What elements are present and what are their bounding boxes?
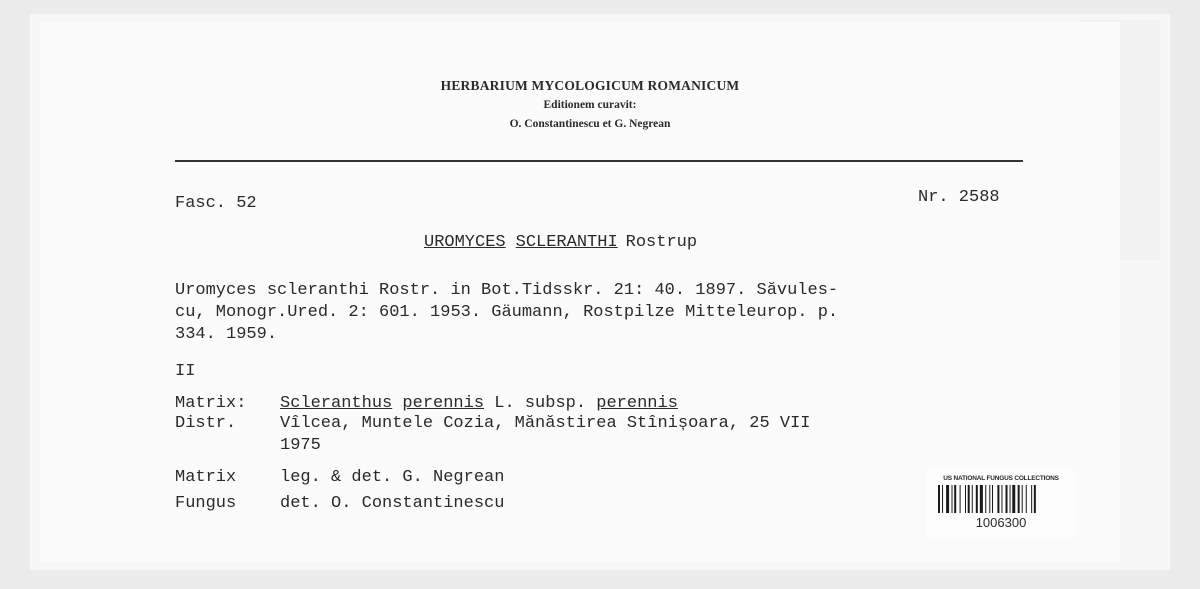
matrix-value [280, 394, 678, 414]
header-divider [175, 160, 1023, 162]
host-rank: L. subsp. [494, 394, 587, 413]
distribution-line: Vîlcea, Muntele Cozia, Mănăstirea Stînișoara, 25 VII [280, 414, 811, 433]
collector-label: Matrix [175, 468, 237, 487]
series-title: HERBARIUM MYCOLOGICUM ROMANICUM [440, 78, 740, 93]
fascicle-number: Fasc. 52 [175, 194, 257, 213]
references [175, 280, 838, 346]
host-epithet: perennis [402, 394, 485, 413]
reference-line: Uromyces scleranthi Rostr. in Bot.Tidsskr. 21: 40. 1897. Săvules- [175, 281, 839, 300]
spore-stage: II [175, 362, 196, 381]
barcode-number: 1006300 [975, 515, 1027, 530]
taxon-name [424, 233, 697, 252]
barcode-icon [938, 485, 1066, 513]
specimen-number: Nr. 2588 [918, 188, 1000, 207]
taxon-author: Rostrup [625, 233, 698, 252]
matrix-label: Matrix: [175, 394, 247, 413]
fungus-label: Fungus [175, 494, 237, 513]
collector-value: leg. & det. G. Negrean [280, 468, 505, 487]
taxon-genus: UROMYCES [424, 233, 506, 252]
distribution-label: Distr. [175, 414, 237, 433]
host-genus: Scleranthus [280, 394, 393, 413]
host-subspecies: perennis [596, 394, 678, 413]
fungus-det-value: det. O. Constantinescu [280, 494, 505, 513]
series-editors: O. Constantinescu et G. Negrean [509, 118, 671, 130]
barcode-institution: US NATIONAL FUNGUS COLLECTIONS [943, 475, 1059, 482]
reference-line: cu, Monogr.Ured. 2: 601. 1953. Gäumann, Rostpilze Mitteleurop. p. [175, 303, 839, 322]
distribution-line: 1975 [280, 436, 321, 455]
series-subtitle: Editionem curavit: [543, 99, 637, 111]
taxon-species: SCLERANTHI [515, 233, 618, 252]
label-header [360, 78, 820, 130]
barcode-label [926, 468, 1076, 538]
reference-line: 334. 1959. [175, 325, 278, 344]
